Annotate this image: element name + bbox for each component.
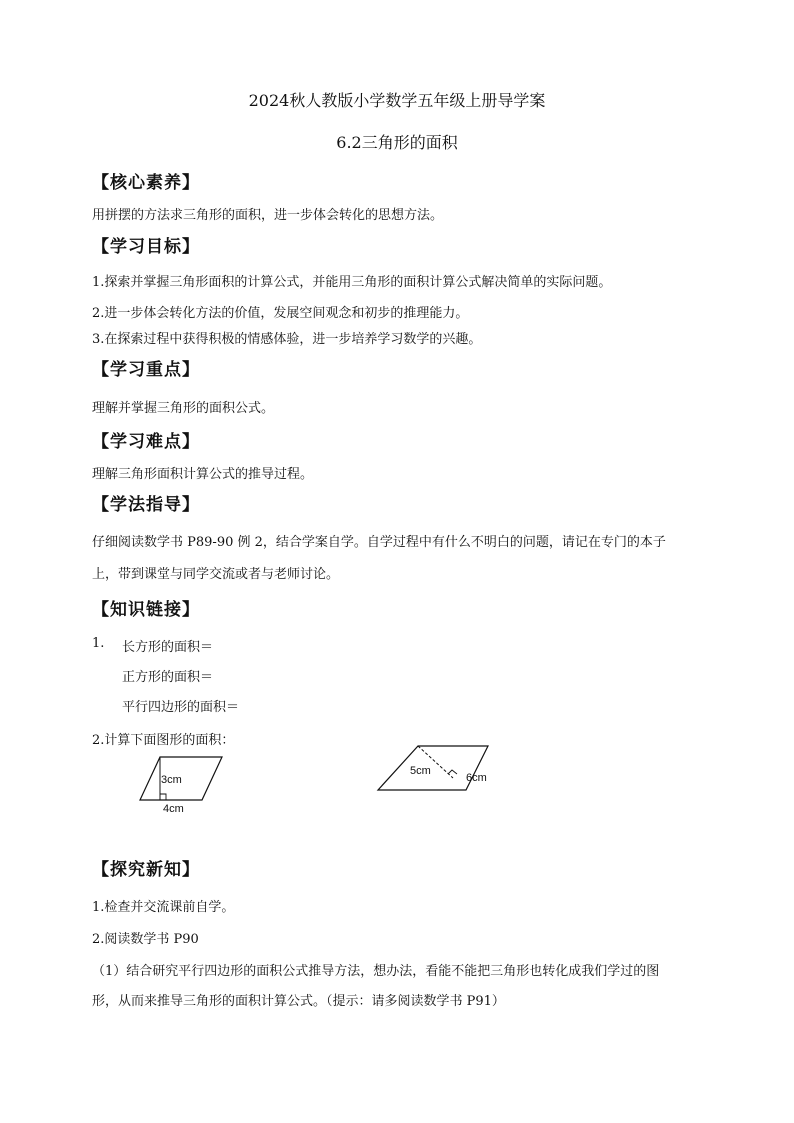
section-heading-key-points: 【学习重点】 (92, 360, 200, 380)
parallelogram-1-height-label: 3cm (161, 774, 182, 786)
explore-item-1: 1.检查并交流课前自学。 (92, 900, 235, 915)
explore-item-4: 形，从而来推导三角形的面积计算公式。（提示：请多阅读数学书 P91） (92, 994, 505, 1009)
section-heading-core: 【核心素养】 (92, 173, 200, 193)
square-area-line: 正方形的面积＝ (122, 670, 214, 685)
document-title: 2024秋人教版小学数学五年级上册导学案 (248, 91, 546, 110)
goal-item-3: 3.在探索过程中获得积极的情感体验，进一步培养学习数学的兴趣。 (92, 332, 482, 347)
explore-item-3: （1）结合研究平行四边形的面积公式推导方法，想办法，看能不能把三角形也转化成我们学过的图 (92, 964, 660, 979)
document-subtitle: 6.2三角形的面积 (336, 133, 458, 152)
method-line-1: 仔细阅读数学书 P89-90 例 2，结合学案自学。自学过程中有什么不明白的问题，请记在专门的本子 (92, 535, 666, 550)
rectangle-area-line: 长方形的面积＝ (122, 640, 214, 655)
knowledge-item-2: 2.计算下面图形的面积： (92, 733, 235, 748)
parallelogram-area-line: 平行四边形的面积＝ (122, 700, 240, 715)
section-heading-goals: 【学习目标】 (92, 237, 200, 257)
parallelogram-2-right-angle (448, 770, 457, 774)
parallelogram-figure-1 (130, 752, 240, 818)
section-heading-knowledge: 【知识链接】 (92, 600, 200, 620)
method-line-2: 上，带到课堂与同学交流或者与老师讨论。 (92, 567, 340, 582)
parallelogram-1-base-label: 4cm (163, 803, 184, 815)
parallelogram-2-height-label: 5cm (410, 765, 431, 777)
parallelogram-figure-2 (370, 740, 510, 798)
goal-item-1: 1.探索并掌握三角形面积的计算公式，并能用三角形的面积计算公式解决简单的实际问题。 (92, 275, 612, 290)
key-points-text: 理解并掌握三角形的面积公式。 (92, 401, 275, 416)
difficulties-text: 理解三角形面积计算公式的推导过程。 (92, 467, 314, 482)
core-text: 用拼摆的方法求三角形的面积，进一步体会转化的思想方法。 (92, 208, 444, 223)
section-heading-explore: 【探究新知】 (92, 860, 200, 880)
parallelogram-1-right-angle (160, 794, 166, 800)
explore-item-2: 2.阅读数学书 P90 (92, 932, 199, 947)
parallelogram-2-side-label: 6cm (466, 772, 487, 784)
section-heading-method: 【学法指导】 (92, 495, 200, 515)
goal-item-2: 2.进一步体会转化方法的价值，发展空间观念和初步的推理能力。 (92, 306, 469, 321)
knowledge-item-number: 1. (92, 636, 105, 651)
section-heading-difficulties: 【学习难点】 (92, 432, 200, 452)
